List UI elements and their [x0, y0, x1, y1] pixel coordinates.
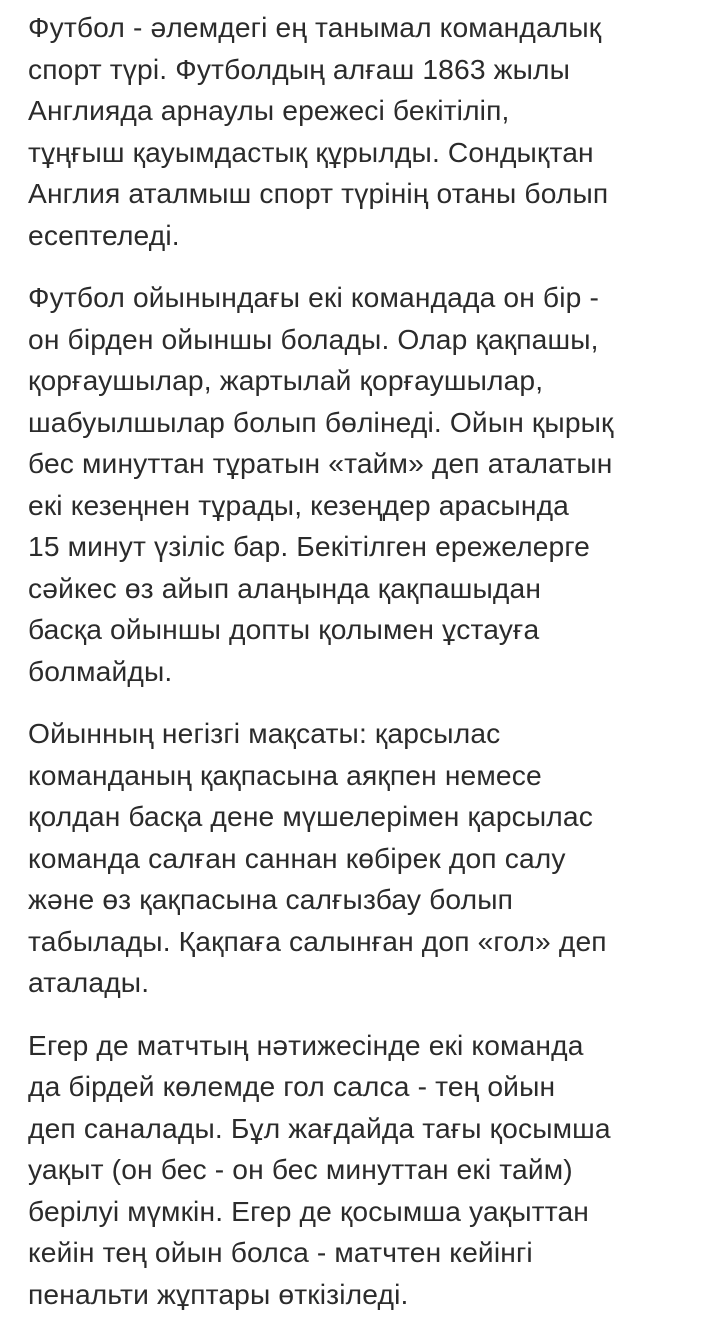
text-line: Англия аталмыш спорт түрінің отаны болып [28, 177, 609, 209]
paragraph-goal [28, 713, 698, 1004]
text-line: Англияда арнаулы ережесі бекітіліп, [28, 94, 510, 126]
text-line: сәйкес өз айып алаңында қақпашыдан [28, 571, 542, 604]
text-line: уақыт (он бес - он бес минуттан екі тайм) [28, 1153, 573, 1185]
text-line: болмайды. [28, 654, 173, 687]
text-line: он бірден ойыншы болады. Олар қақпашы, [28, 322, 599, 355]
text-line: команда салған саннан көбірек доп салу [28, 841, 566, 874]
text-line: табылады. Қақпаға салынған доп «гол» деп [28, 924, 607, 957]
text-line: шабуылшылар болып бөлінеді. Ойын қырық [28, 405, 614, 438]
text-line: есептеледі. [28, 218, 180, 251]
text-line: Футбол ойынындағы екі командада он бір - [28, 281, 599, 313]
text-line: деп саналады. Бұл жағдайда тағы қосымша [28, 1111, 611, 1144]
paragraph-draw [28, 1025, 698, 1316]
text-line: тұңғыш қауымдастық құрылды. Сондықтан [28, 135, 594, 168]
paragraph-intro [28, 7, 698, 256]
text-line: Ойынның негізгі мақсаты: қарсылас [28, 717, 501, 749]
text-line: кейін тең ойын болса - матчтен кейінгі [28, 1236, 533, 1268]
text-line: екі кезеңнен тұрады, кезеңдер арасында [28, 488, 569, 521]
article-body [28, 7, 698, 1336]
text-line: спорт түрі. Футболдың алғаш 1863 жылы [28, 52, 571, 85]
text-line: аталады. [28, 966, 150, 998]
text-line: қолдан басқа дене мүшелерімен қарсылас [28, 800, 593, 832]
text-line: 15 минут үзіліс бар. Бекітілген ережелерге [28, 530, 591, 562]
text-line: да бірдей көлемде гол салса - тең ойын [28, 1070, 556, 1102]
text-line: пенальти жұптары өткізіледі. [28, 1277, 409, 1310]
text-line: Футбол - әлемдегі ең танымал командалық [28, 11, 602, 43]
text-line: берілуі мүмкін. Егер де қосымша уақыттан [28, 1194, 590, 1227]
paragraph-rules [28, 277, 698, 692]
text-line: басқа ойыншы допты қолымен ұстауға [28, 613, 540, 645]
text-line: бес минуттан тұратын «тайм» деп аталатын [28, 447, 613, 479]
text-line: команданың қақпасына аяқпен немесе [28, 758, 542, 791]
text-line: Егер де матчтың нәтижесінде екі команда [28, 1028, 584, 1061]
text-line: қорғаушылар, жартылай қорғаушылар, [28, 364, 544, 396]
text-line: және өз қақпасына салғызбау болып [28, 883, 514, 915]
